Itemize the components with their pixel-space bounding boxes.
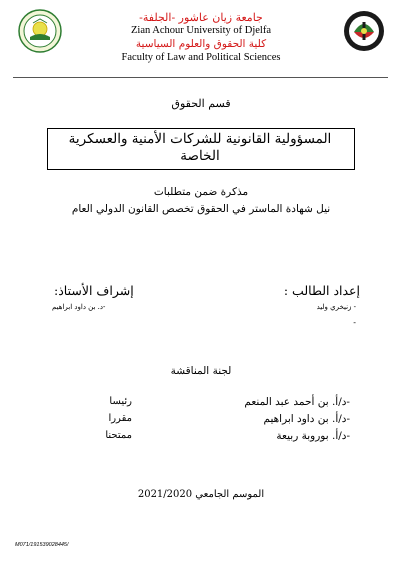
faculty-name-en: Faculty of Law and Political Sciences <box>121 52 281 63</box>
thesis-title: المسؤولية القانونية للشركات الأمنية والعسكرية الخاصة <box>68 131 332 164</box>
university-seal-icon <box>18 9 62 53</box>
jury-member-name: -د/أ. بن أحمد عبد المنعم <box>244 396 350 408</box>
academic-year: الموسم الجامعي 2021/2020 <box>137 489 265 500</box>
student-name: - زنيخري وليد <box>316 303 356 311</box>
student-label: إعداد الطالب : <box>283 283 360 298</box>
university-name-ar: جامعة زيان عاشور -الجلفة- <box>139 11 263 24</box>
department-name: قسم الحقوق <box>171 97 231 110</box>
supervisor-label: إشراف الأستاذ: <box>54 283 134 298</box>
document-reference: M071/191539028445/ <box>15 542 69 548</box>
student-extra: - <box>353 318 356 327</box>
jury-member-role: ممتحنا <box>105 430 132 441</box>
jury-member-name: -د/أ. بن داود ابراهيم <box>263 413 350 425</box>
faculty-seal-icon <box>343 10 385 52</box>
faculty-name-ar: كلية الحقوق والعلوم السياسية <box>135 38 267 50</box>
memo-line-2: نيل شهادة الماستر في الحقوق تخصص القانون الدولي العام <box>71 203 331 215</box>
supervisor-name: -د. بن داود ابراهيم <box>52 303 106 311</box>
jury-member-role: رئيسا <box>109 396 132 407</box>
memo-line-1: مذكرة ضمن متطلبات <box>153 186 249 198</box>
jury-title: لجنة المناقشة <box>170 365 232 377</box>
header-divider <box>13 77 388 78</box>
university-name-en: Zian Achour University of Djelfa <box>131 25 271 36</box>
jury-member-name: -د/أ. بوروبة ربيعة <box>276 430 350 442</box>
jury-member-role: مقررا <box>108 413 132 424</box>
